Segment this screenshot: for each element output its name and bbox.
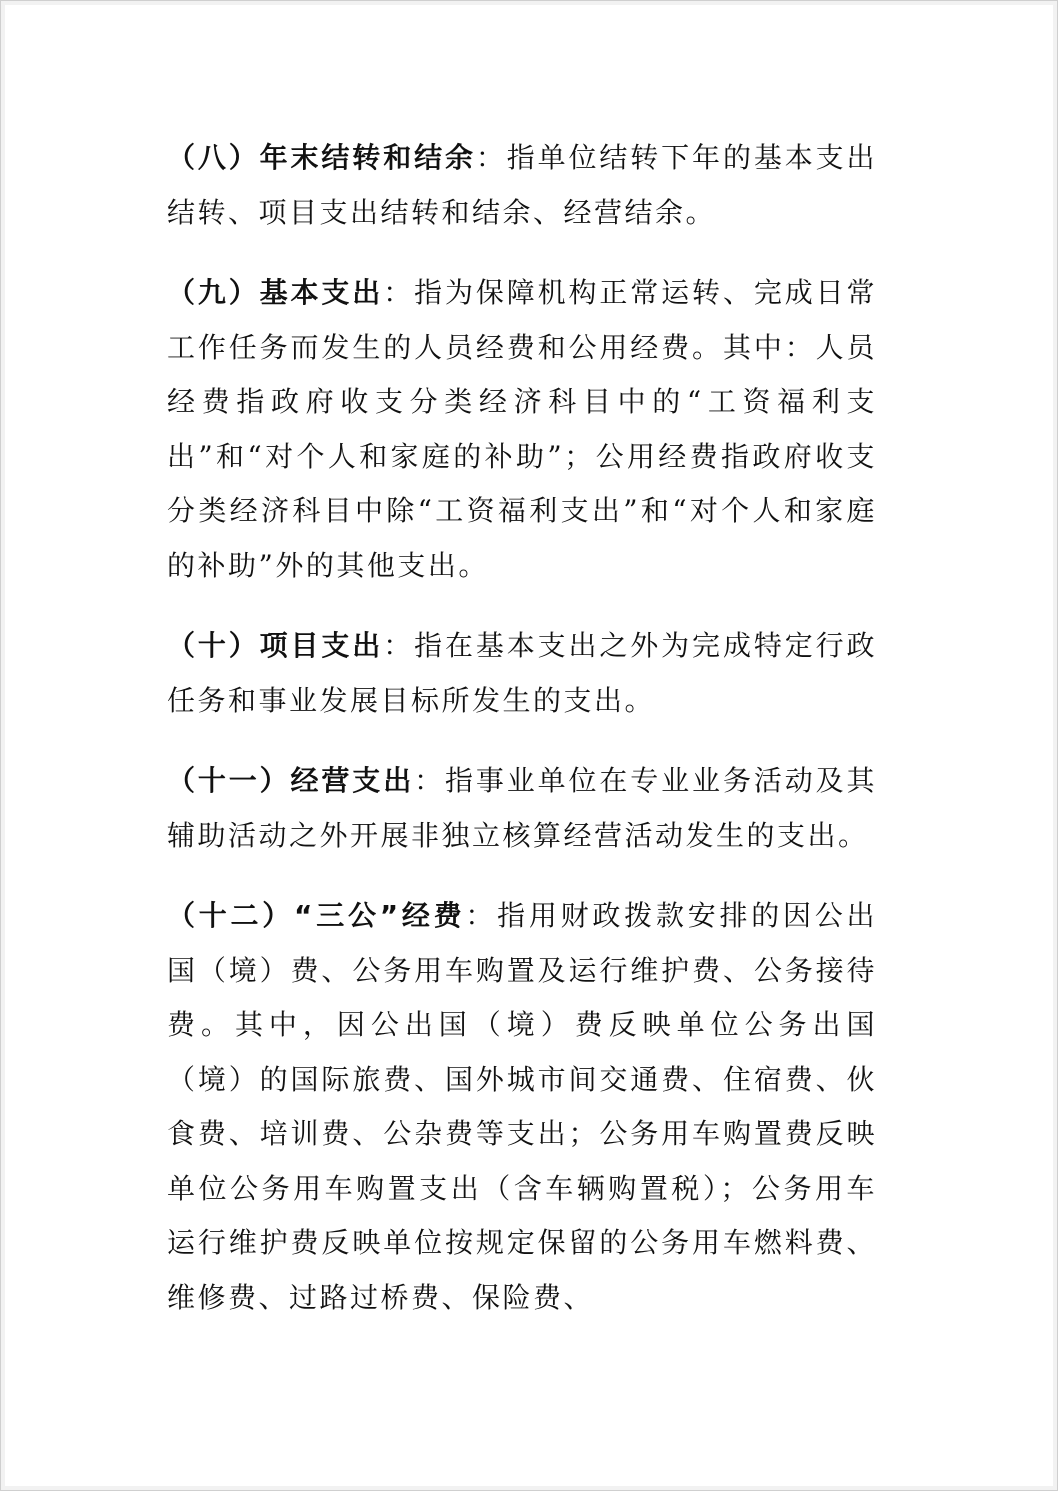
paragraph-heading: （十）项目支出 xyxy=(167,629,384,662)
paragraph-body: ：指事业单位在专业业务活动及其辅助活动之外开展非独立核算经营活动发生的支出。 xyxy=(167,764,877,852)
paragraph-12 xyxy=(167,889,877,1325)
paragraph-10 xyxy=(167,619,877,728)
paragraph-heading: （十二）“三公”经费 xyxy=(167,899,466,932)
paragraph-11 xyxy=(167,754,877,863)
paragraph-9 xyxy=(167,266,877,593)
paragraph-heading: （九）基本支出 xyxy=(167,276,384,309)
paragraph-8 xyxy=(167,131,877,240)
paragraph-body: ：指在基本支出之外为完成特定行政任务和事业发展目标所发生的支出。 xyxy=(167,629,877,717)
paragraph-body: ：指为保障机构正常运转、完成日常工作任务而发生的人员经费和公用经费。其中：人员经费指政府收支分类经济科目中的“工资福利支出”和“对个人和家庭的补助”；公用经费指政府收支分类经济科目中除“工资福利支出”和“对个人和家庭的补助”外的其他支出。 xyxy=(167,276,877,582)
paragraph-body: ：指单位结转下年的基本支出结转、项目支出结转和结余、经营结余。 xyxy=(167,141,877,229)
paragraph-heading: （十一）经营支出 xyxy=(167,764,415,797)
paragraph-heading: （八）年末结转和结余 xyxy=(167,141,476,174)
document-content xyxy=(167,131,877,1351)
paragraph-body: ：指用财政拨款安排的因公出国（境）费、公务用车购置及运行维护费、公务接待费。其中，因公出国（境）费反映单位公务出国（境）的国际旅费、国外城市间交通费、住宿费、伙食费、培训费、公杂费等支出；公务用车购置费反映单位公务用车购置支出（含车辆购置税）；公务用车运行维护费反映单位按规定保留的公务用车燃料费、维修费、过路过桥费、保险费、 xyxy=(167,899,877,1314)
